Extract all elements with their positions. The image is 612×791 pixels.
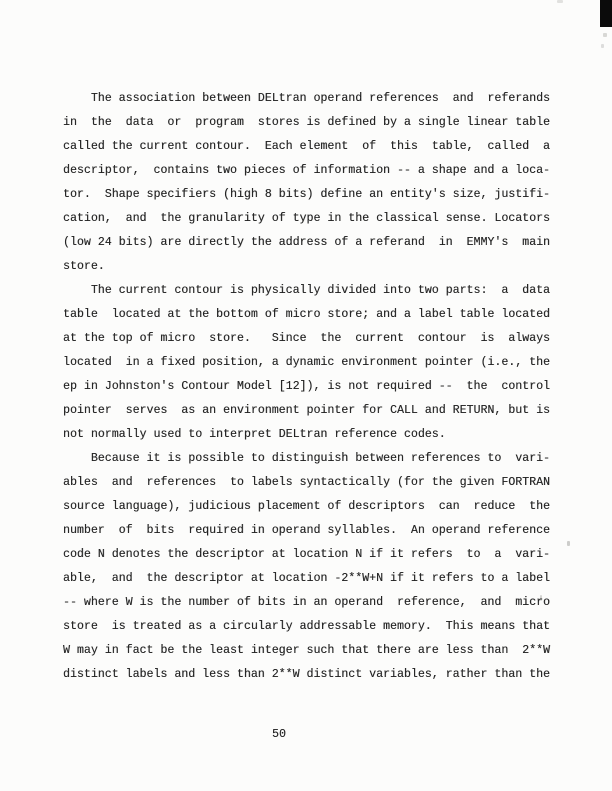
text-line: at the top of micro store. Since the current contour is always	[63, 332, 551, 345]
text-line: not normally used to interpret DELtran reference codes.	[63, 428, 446, 441]
text-line: ep in Johnston's Contour Model [12]), is not required -- the control	[63, 380, 551, 393]
text-line: Because it is possible to distinguish between references to vari-	[63, 452, 551, 465]
text-line: descriptor, contains two pieces of information -- a shape and a loca-	[63, 164, 551, 177]
text-line: located in a fixed position, a dynamic environment pointer (i.e., the	[63, 356, 551, 369]
text-line: -- where W is the number of bits in an operand reference, and micro	[63, 596, 551, 609]
page-number: 50	[272, 728, 286, 741]
scan-speck	[557, 0, 563, 3]
scan-speck	[603, 33, 607, 37]
text-line: store.	[63, 260, 105, 273]
scan-artifact-corner-bar	[600, 0, 612, 27]
text-line: (low 24 bits) are directly the address of a referand in EMMY's main	[63, 236, 551, 249]
scan-speck	[601, 44, 604, 48]
text-line: source language), judicious placement of descriptors can reduce the	[63, 500, 551, 513]
text-line: cation, and the granularity of type in the classical sense. Locators	[63, 212, 551, 225]
text-line: tor. Shape specifiers (high 8 bits) define an entity's size, justifi-	[63, 188, 551, 201]
body-text	[63, 87, 555, 687]
text-line: code N denotes the descriptor at location N if it refers to a vari-	[63, 548, 551, 561]
text-line: in the data or program stores is defined by a single linear table	[63, 116, 551, 129]
text-line: W may in fact be the least integer such that there are less than 2**W	[63, 644, 551, 657]
text-line: store is treated as a circularly addressable memory. This means that	[63, 620, 551, 633]
text-line: number of bits required in operand syllables. An operand reference	[63, 524, 551, 537]
text-line: called the current contour. Each element of this table, called a	[63, 140, 551, 153]
text-line: distinct labels and less than 2**W distinct variables, rather than the	[63, 668, 551, 681]
text-line: ables and references to labels syntactically (for the given FORTRAN	[63, 476, 551, 489]
text-line: pointer serves as an environment pointer for CALL and RETURN, but is	[63, 404, 551, 417]
text-line: The current contour is physically divided into two parts: a data	[63, 284, 551, 297]
scan-speck	[567, 541, 570, 546]
text-line: able, and the descriptor at location -2**W+N if it refers to a label	[63, 572, 551, 585]
text-line: The association between DELtran operand references and referands	[63, 92, 551, 105]
text-line: table located at the bottom of micro store; and a label table located	[63, 308, 551, 321]
